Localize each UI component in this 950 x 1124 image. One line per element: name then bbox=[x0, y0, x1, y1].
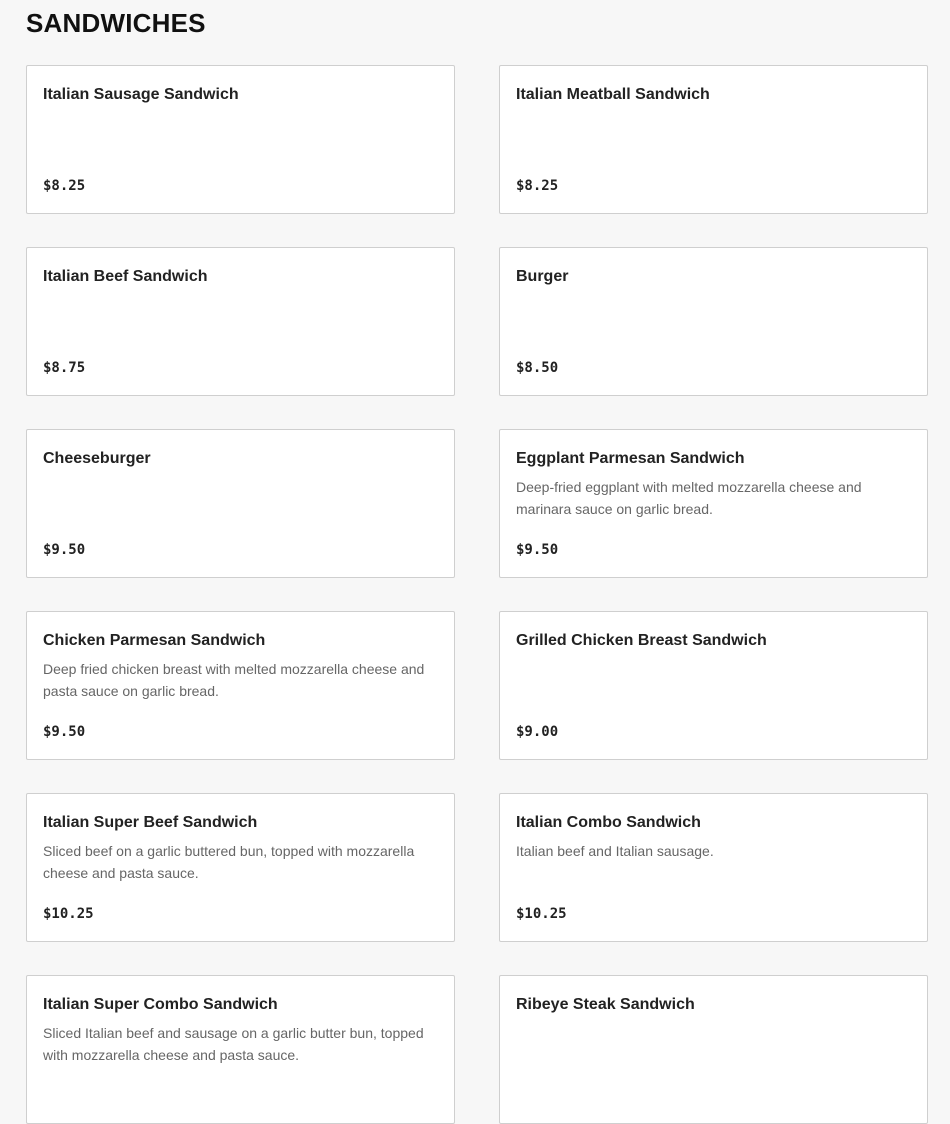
menu-item-description: Italian beef and Italian sausage. bbox=[516, 843, 714, 859]
menu-item-card[interactable] bbox=[499, 65, 928, 214]
menu-item-price: $8.25 bbox=[43, 178, 86, 194]
menu-item-card[interactable] bbox=[26, 65, 455, 214]
menu-item-price: $8.75 bbox=[43, 360, 86, 376]
menu-item-card[interactable] bbox=[26, 793, 455, 942]
menu-item-description: Sliced beef on a garlic buttered bun, topped with mozzarella cheese and pasta sauce. bbox=[43, 843, 415, 881]
menu-item-name: Italian Sausage Sandwich bbox=[43, 86, 239, 103]
menu-item-name: Italian Meatball Sandwich bbox=[516, 86, 710, 103]
menu-item-price: $9.50 bbox=[43, 724, 86, 740]
menu-item-name: Italian Combo Sandwich bbox=[516, 814, 701, 831]
menu-item-name: Chicken Parmesan Sandwich bbox=[43, 632, 266, 649]
menu-item-price: $8.25 bbox=[516, 178, 559, 194]
menu-item-name: Ribeye Steak Sandwich bbox=[516, 996, 695, 1013]
section-title: SANDWICHES bbox=[26, 8, 206, 38]
menu-item-name: Italian Super Combo Sandwich bbox=[43, 996, 278, 1013]
menu-item-name: Eggplant Parmesan Sandwich bbox=[516, 450, 745, 467]
menu-item-name: Cheeseburger bbox=[43, 450, 151, 467]
menu-item-price: $10.25 bbox=[43, 906, 94, 922]
menu-item-card[interactable] bbox=[499, 247, 928, 396]
menu-item-card[interactable] bbox=[499, 611, 928, 760]
menu-item-name: Burger bbox=[516, 268, 569, 285]
menu-item-price: $9.50 bbox=[516, 542, 559, 558]
menu-item-card[interactable] bbox=[499, 429, 928, 578]
menu-items-grid bbox=[26, 65, 928, 1124]
menu-item-name: Italian Super Beef Sandwich bbox=[43, 814, 258, 831]
menu-item-description: Sliced Italian beef and sausage on a garlic butter bun, topped with mozzarella cheese and pasta sauce. bbox=[43, 1025, 424, 1063]
menu-item-card[interactable] bbox=[26, 247, 455, 396]
menu-item-description: Deep fried chicken breast with melted mozzarella cheese and pasta sauce on garlic bread. bbox=[43, 661, 425, 699]
menu-item-card[interactable] bbox=[499, 793, 928, 942]
menu-item-price: $10.25 bbox=[516, 906, 567, 922]
menu-item-price: $9.50 bbox=[43, 542, 86, 558]
menu-item-card[interactable] bbox=[499, 975, 928, 1124]
menu-item-card[interactable] bbox=[26, 429, 455, 578]
menu-item-price: $8.50 bbox=[516, 360, 559, 376]
menu-item-description: Deep-fried eggplant with melted mozzarella cheese and marinara sauce on garlic bread. bbox=[516, 479, 862, 517]
menu-item-name: Grilled Chicken Breast Sandwich bbox=[516, 632, 767, 649]
menu-item-name: Italian Beef Sandwich bbox=[43, 268, 208, 285]
menu-item-price: $9.00 bbox=[516, 724, 559, 740]
menu-item-card[interactable] bbox=[26, 611, 455, 760]
menu-item-card[interactable] bbox=[26, 975, 455, 1124]
